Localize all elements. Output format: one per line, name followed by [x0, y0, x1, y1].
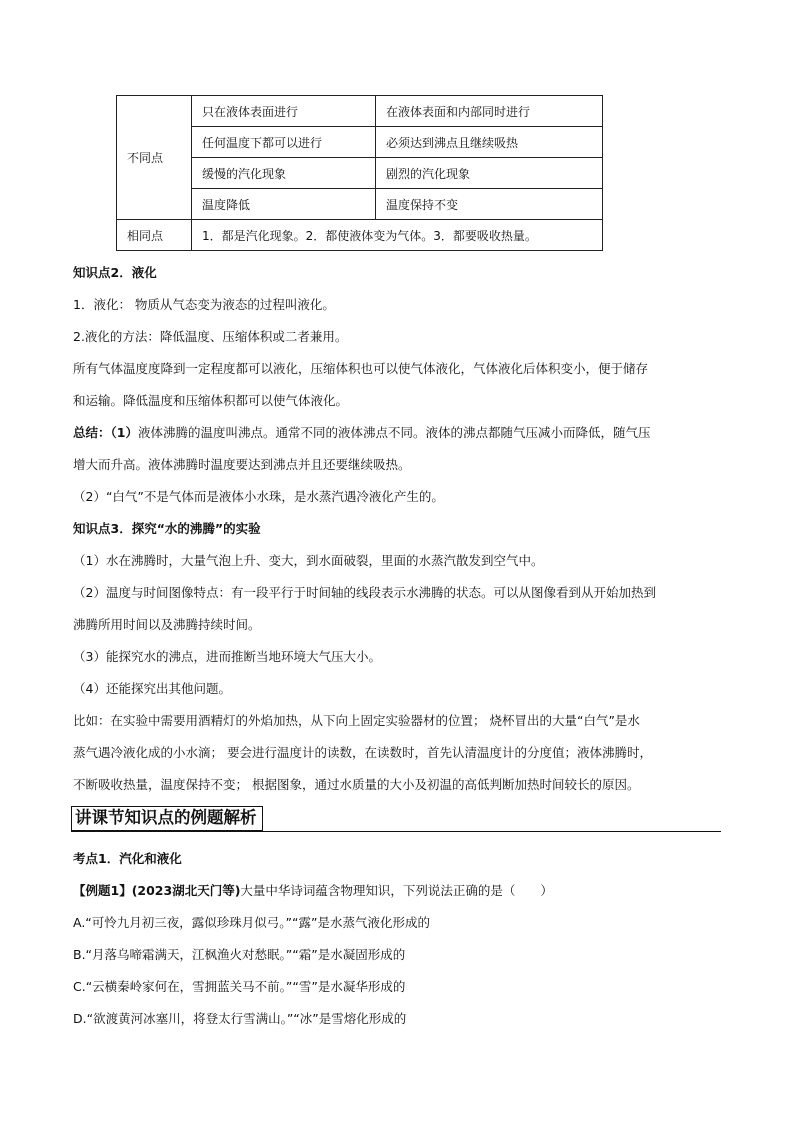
table-cell: 在液体表面和内部同时进行: [376, 96, 603, 127]
summary-text: 液体沸腾的温度叫沸点。通常不同的液体沸点不同。液体的沸点都随气压减小而降低，随气压: [137, 425, 651, 440]
paragraph-line: 蒸气遇冷液化成的小水滴； 要会进行温度计的读数，在读数时，首先认清温度计的分度值；液体沸腾时，: [73, 745, 652, 760]
table-cell: 必须达到沸点且继续吸热: [376, 127, 603, 158]
table-cell: 只在液体表面进行: [192, 96, 376, 127]
diff-label-cell: 不同点: [117, 96, 192, 220]
question-line: [73, 882, 553, 900]
option-c: C.“云横秦岭家何在，雪拥蓝关马不前。”“雪”是水凝华形成的: [73, 979, 406, 994]
table-row: [117, 220, 603, 251]
question-lead: 【例题1】(2023湖北天门等): [73, 883, 241, 898]
same-text-cell: 1．都是汽化现象。2．都使液体变为气体。3．都要吸收热量。: [192, 220, 603, 251]
summary-lead: 总结：（1）: [73, 425, 138, 440]
table-cell: 温度保持不变: [376, 189, 603, 220]
paragraph-line: 1．液化： 物质从气态变为液态的过程叫液化。: [73, 297, 335, 312]
paragraph-line: 比如：在实验中需要用酒精灯的外焰加热，从下向上固定实验器材的位置； 烧杯冒出的大量“白气”是水: [73, 713, 640, 728]
exam-heading: 考点1．汽化和液化: [73, 851, 182, 866]
paragraph-line: 不断吸收热量，温度保持不变； 根据图象，通过水质量的大小及初温的高低判断加热时间较长的原因。: [73, 777, 640, 792]
table-cell: 剧烈的汽化现象: [376, 158, 603, 189]
paragraph-line: 所有气体温度度降到一定程度都可以液化，压缩体积也可以使气体液化，气体液化后体积变小，便于储存: [73, 361, 649, 376]
paragraph-line: （2）温度与时间图像特点：有一段平行于时间轴的线段表示水沸腾的状态。可以从图像看到从开始加热到: [73, 585, 656, 600]
paragraph-line: 沸腾所用时间以及沸腾持续时间。: [73, 617, 261, 632]
same-label-cell: 相同点: [117, 220, 192, 251]
section-title: 讲课节知识点的例题解析: [71, 806, 263, 831]
section-divider: [71, 831, 721, 832]
question-text: 大量中华诗词蕴含物理知识，下列说法正确的是（ ）: [240, 883, 553, 898]
kp3-heading: 知识点3．探究“水的沸腾”的实验: [73, 521, 261, 536]
paragraph-line: 和运输。降低温度和压缩体积都可以使气体液化。: [73, 393, 349, 408]
paragraph-line: （4）还能探究出其他问题。: [73, 681, 231, 696]
option-d: D.“欲渡黄河冰塞川，将登太行雪满山。”“冰”是雪熔化形成的: [73, 1011, 407, 1026]
summary-line: [73, 424, 650, 442]
paragraph-line: （1）水在沸腾时，大量气泡上升、变大，到水面破裂，里面的水蒸汽散发到空气中。: [73, 553, 544, 568]
paragraph-line: （2）“白气”不是气体而是液体小水珠，是水蒸汽遇冷液化产生的。: [73, 489, 444, 504]
option-b: B.“月落乌啼霜满天，江枫渔火对愁眠。”“霜”是水凝固形成的: [73, 947, 406, 962]
comparison-table: [116, 95, 603, 251]
table-cell: 缓慢的汽化现象: [192, 158, 376, 189]
table-cell: 温度降低: [192, 189, 376, 220]
option-a: A.“可怜九月初三夜，露似珍珠月似弓。”“露”是水蒸气液化形成的: [73, 915, 430, 930]
paragraph-line: （3）能探究水的沸点，进而推断当地环境大气压大小。: [73, 649, 381, 664]
paragraph-line: 增大而升高。液体沸腾时温度要达到沸点并且还要继续吸热。: [73, 457, 411, 472]
table-row: [117, 96, 603, 127]
table-cell: 任何温度下都可以进行: [192, 127, 376, 158]
paragraph-line: 2.液化的方法：降低温度、压缩体积或二者兼用。: [73, 329, 348, 344]
kp2-heading: 知识点2．液化: [73, 265, 157, 280]
